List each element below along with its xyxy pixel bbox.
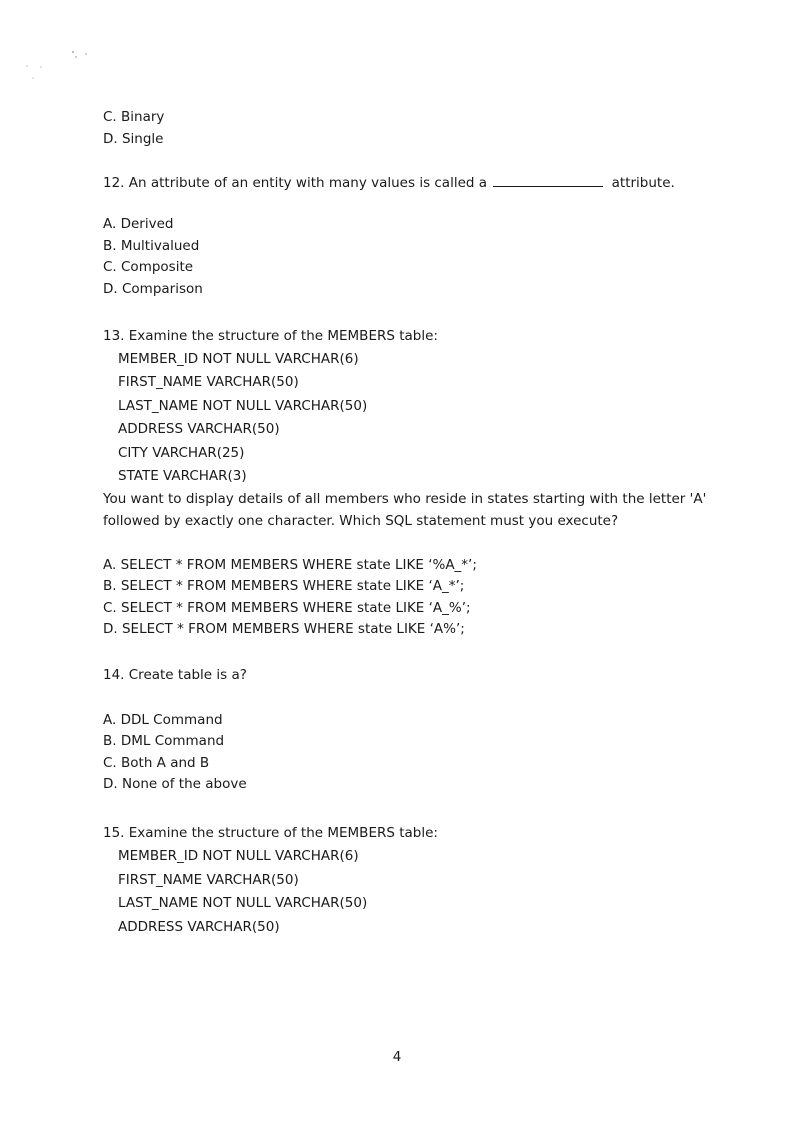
q13-column: STATE VARCHAR(3) xyxy=(118,468,247,484)
q13-option-d: D. SELECT * FROM MEMBERS WHERE state LIKE ‘A%’; xyxy=(103,621,465,637)
q13-column: CITY VARCHAR(25) xyxy=(118,445,245,461)
q12-option-b: B. Multivalued xyxy=(103,238,200,254)
q13-option-c: C. SELECT * FROM MEMBERS WHERE state LIKE ‘A_%’; xyxy=(103,600,471,616)
q15-column: LAST_NAME NOT NULL VARCHAR(50) xyxy=(118,895,368,911)
q15-stem: 15. Examine the structure of the MEMBERS table: xyxy=(103,825,438,841)
q13-column: MEMBER_ID NOT NULL VARCHAR(6) xyxy=(118,351,359,367)
q13-question-line-1: You want to display details of all members who reside in states starting with the letter 'A' xyxy=(103,491,707,507)
q12-option-a: A. Derived xyxy=(103,216,174,232)
q15-column: MEMBER_ID NOT NULL VARCHAR(6) xyxy=(118,848,359,864)
scan-specks xyxy=(22,48,102,88)
q14-option-a: A. DDL Command xyxy=(103,712,223,728)
q12-option-d: D. Comparison xyxy=(103,281,203,297)
q15-column: FIRST_NAME VARCHAR(50) xyxy=(118,872,299,888)
q14-option-d: D. None of the above xyxy=(103,776,247,792)
q12-stem-after: attribute. xyxy=(611,175,675,191)
q13-column: FIRST_NAME VARCHAR(50) xyxy=(118,374,299,390)
q13-question-line-2: followed by exactly one character. Which SQL statement must you execute? xyxy=(103,513,619,529)
q13-option-a: A. SELECT * FROM MEMBERS WHERE state LIKE ‘%A_*’; xyxy=(103,557,477,573)
q12-answer-blank xyxy=(493,174,603,187)
q14-stem: 14. Create table is a? xyxy=(103,667,247,683)
q12-stem xyxy=(103,174,675,191)
q14-option-b: B. DML Command xyxy=(103,733,225,749)
q13-column: LAST_NAME NOT NULL VARCHAR(50) xyxy=(118,398,368,414)
q13-column: ADDRESS VARCHAR(50) xyxy=(118,421,280,437)
q12-option-c: C. Composite xyxy=(103,259,194,275)
q13-option-b: B. SELECT * FROM MEMBERS WHERE state LIKE ‘A_*’; xyxy=(103,578,465,594)
prev-option-d: D. Single xyxy=(103,131,164,147)
prev-option-c: C. Binary xyxy=(103,109,165,125)
page-number: 4 xyxy=(392,1049,402,1065)
q14-option-c: C. Both A and B xyxy=(103,755,210,771)
q13-stem: 13. Examine the structure of the MEMBERS table: xyxy=(103,328,438,344)
q15-column: ADDRESS VARCHAR(50) xyxy=(118,919,280,935)
q12-stem-before: 12. An attribute of an entity with many values is called a xyxy=(103,175,488,191)
